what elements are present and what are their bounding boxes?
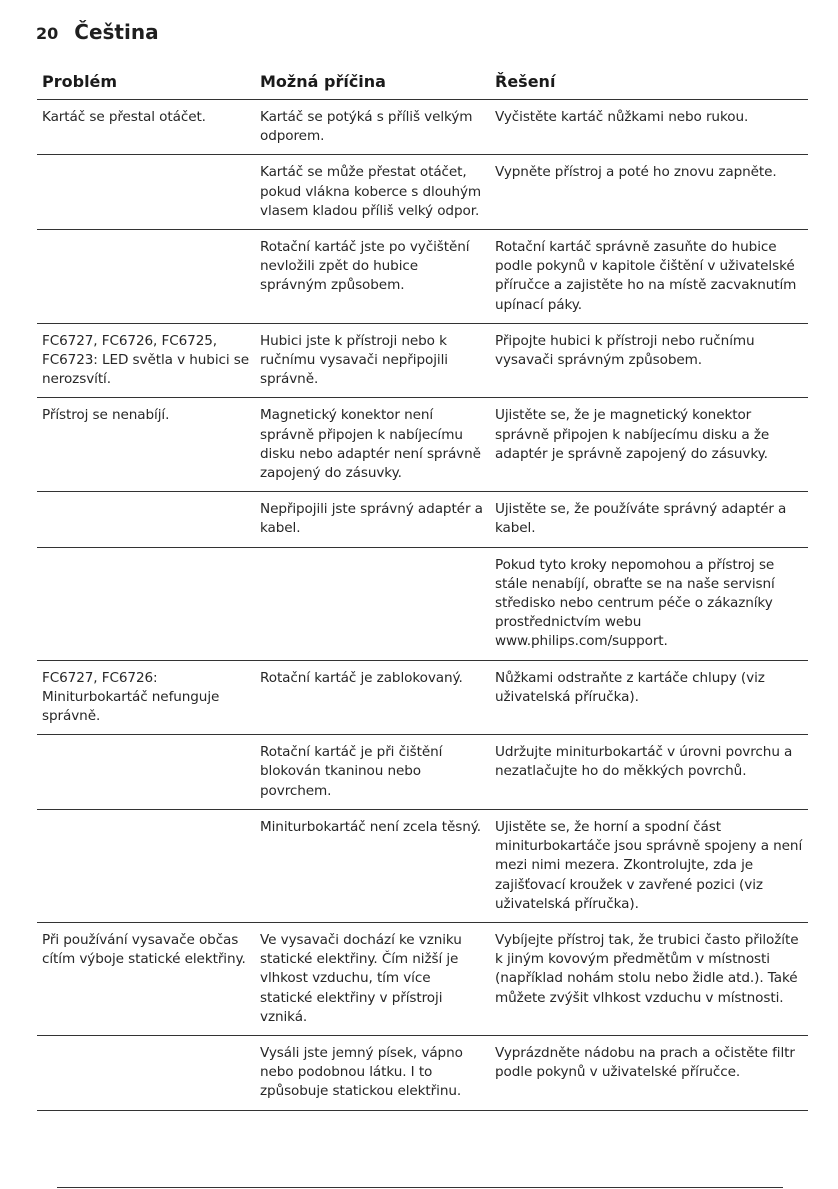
problem-cell	[37, 492, 255, 547]
problem-cell: Při používání vysavače občas cítím výboje statické elektřiny.	[37, 922, 255, 1035]
solution-cell: Nůžkami odstraňte z kartáče chlupy (viz uživatelská příručka).	[490, 660, 808, 735]
solution-cell: Udržujte miniturbokartáč v úrovni povrchu a nezatlačujte ho do měkkých povrchů.	[490, 735, 808, 810]
table-row	[37, 100, 808, 155]
problem-cell	[37, 547, 255, 660]
page-header	[36, 20, 159, 46]
footer-divider	[57, 1187, 783, 1188]
cause-cell: Kartáč se potýká s příliš velkým odporem.	[255, 100, 490, 155]
table-row	[37, 1035, 808, 1110]
solution-cell: Vyčistěte kartáč nůžkami nebo rukou.	[490, 100, 808, 155]
table-header-row	[37, 64, 808, 100]
table-row	[37, 547, 808, 660]
problem-cell	[37, 230, 255, 324]
solution-cell: Vybíjejte přístroj tak, že trubici často přiložíte k jiným kovovým předmětům v místnosti (například nohám stolu nebo židle atd.). Také můžete zvýšit vlhkost vzduchu v místnosti.	[490, 922, 808, 1035]
solution-cell: Připojte hubici k přístroji nebo ručnímu vysavači správným způsobem.	[490, 323, 808, 398]
solution-cell: Ujistěte se, že používáte správný adaptér a kabel.	[490, 492, 808, 547]
table-row	[37, 398, 808, 492]
cause-cell: Rotační kartáč je při čištění blokován tkaninou nebo povrchem.	[255, 735, 490, 810]
problem-cell	[37, 735, 255, 810]
column-header-cause: Možná příčina	[255, 64, 490, 100]
cause-cell: Miniturbokartáč není zcela těsný.	[255, 809, 490, 922]
cause-cell: Ve vysavači dochází ke vzniku statické elektřiny. Čím nižší je vlhkost vzduchu, tím více statické elektřiny v přístroji vzniká.	[255, 922, 490, 1035]
cause-cell: Kartáč se může přestat otáčet, pokud vlákna koberce s dlouhým vlasem kladou příliš velký odpor.	[255, 155, 490, 230]
cause-cell: Hubici jste k přístroji nebo k ručnímu vysavači nepřipojili správně.	[255, 323, 490, 398]
problem-cell: Kartáč se přestal otáčet.	[37, 100, 255, 155]
solution-cell: Ujistěte se, že je magnetický konektor správně připojen k nabíjecímu disku a že adaptér je správně zapojený do zásuvky.	[490, 398, 808, 492]
page-number: 20	[36, 24, 59, 43]
table-row	[37, 735, 808, 810]
problem-cell: FC6727, FC6726: Miniturbokartáč nefunguje správně.	[37, 660, 255, 735]
troubleshooting-table	[37, 64, 808, 1111]
solution-cell: Rotační kartáč správně zasuňte do hubice podle pokynů v kapitole čištění v uživatelské příručce a zajistěte ho na místě zacvaknutím upínací páky.	[490, 230, 808, 324]
solution-cell: Vyprázdněte nádobu na prach a očistěte filtr podle pokynů v uživatelské příručce.	[490, 1035, 808, 1110]
cause-cell: Magnetický konektor není správně připojen k nabíjecímu disku nebo adaptér není správně zapojený do zásuvky.	[255, 398, 490, 492]
cause-cell: Rotační kartáč jste po vyčištění nevložili zpět do hubice správným způsobem.	[255, 230, 490, 324]
cause-cell: Nepřipojili jste správný adaptér a kabel.	[255, 492, 490, 547]
table-row	[37, 492, 808, 547]
column-header-solution: Řešení	[490, 64, 808, 100]
problem-cell	[37, 809, 255, 922]
solution-cell: Pokud tyto kroky nepomohou a přístroj se stále nenabíjí, obraťte se na naše servisní středisko nebo centrum péče o zákazníky prostřednictvím webu www.philips.com/support.	[490, 547, 808, 660]
page-title: Čeština	[74, 20, 159, 44]
table-row	[37, 230, 808, 324]
column-header-problem: Problém	[37, 64, 255, 100]
solution-cell: Vypněte přístroj a poté ho znovu zapněte.	[490, 155, 808, 230]
cause-cell	[255, 547, 490, 660]
table-row	[37, 809, 808, 922]
table-row	[37, 922, 808, 1035]
problem-cell: FC6727, FC6726, FC6725, FC6723: LED světla v hubici se nerozsvítí.	[37, 323, 255, 398]
cause-cell: Vysáli jste jemný písek, vápno nebo podobnou látku. I to způsobuje statickou elektřinu.	[255, 1035, 490, 1110]
table-row	[37, 323, 808, 398]
solution-cell: Ujistěte se, že horní a spodní část miniturbokartáče jsou správně spojeny a není mezi nimi mezera. Zkontrolujte, zda je zajišťovací kroužek v zavřené pozici (viz uživatelská příručka).	[490, 809, 808, 922]
cause-cell: Rotační kartáč je zablokovaný.	[255, 660, 490, 735]
table-row	[37, 155, 808, 230]
problem-cell	[37, 1035, 255, 1110]
problem-cell: Přístroj se nenabíjí.	[37, 398, 255, 492]
table-row	[37, 660, 808, 735]
problem-cell	[37, 155, 255, 230]
